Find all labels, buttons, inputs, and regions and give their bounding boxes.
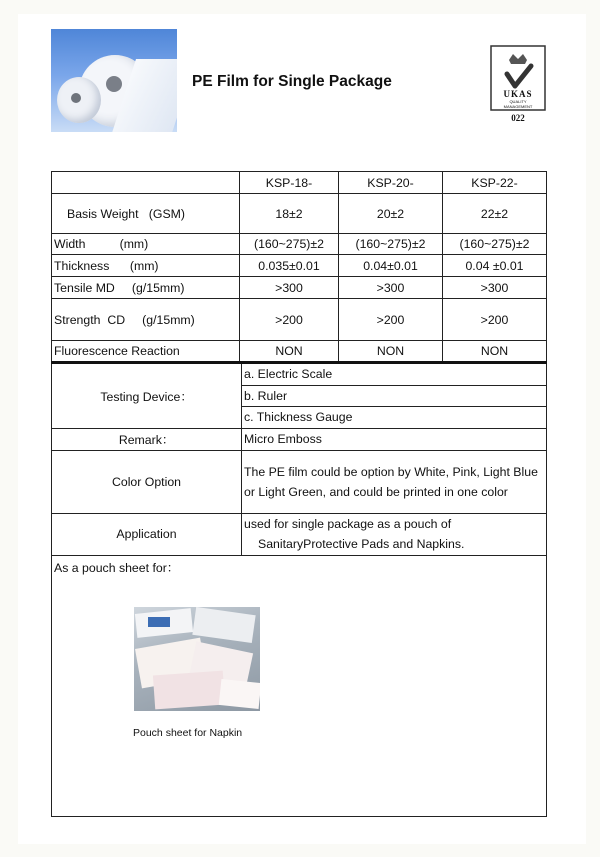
color-option-label: Color Option (52, 450, 242, 513)
application-line-2: SanitaryProtective Pads and Napkins. (258, 537, 465, 551)
spec-header-ksp-20: KSP-20- (339, 172, 443, 194)
testing-item: b. Ruler (242, 385, 547, 406)
spec-value: 0.04 ±0.01 (443, 255, 547, 277)
spec-row-fluorescence (52, 341, 547, 362)
spec-value: >200 (240, 299, 339, 341)
ukas-subtitle-2: MANAGEMENT (503, 104, 533, 109)
testing-row-1 (52, 363, 547, 385)
remark-label: Remark： (52, 428, 242, 450)
testing-item: c. Thickness Gauge (242, 406, 547, 428)
photo-caption: Pouch sheet for Napkin (133, 727, 243, 739)
spec-value: 0.035±0.01 (240, 255, 339, 277)
spec-row-basis-weight (52, 194, 547, 234)
ukas-number: 022 (511, 113, 525, 123)
color-option-row (52, 450, 547, 513)
spec-header-ksp-18: KSP-18- (240, 172, 339, 194)
pouch-cell (52, 555, 547, 816)
spec-value: 18±2 (240, 194, 339, 234)
spec-label: Basis Weight (GSM) (52, 194, 240, 234)
spec-value: >300 (240, 277, 339, 299)
spec-header-ksp-22: KSP-22- (443, 172, 547, 194)
application-line-1: used for single package as a pouch of (244, 517, 452, 531)
spec-value: >300 (443, 277, 547, 299)
spec-row-thickness (52, 255, 547, 277)
spec-value: NON (443, 341, 547, 362)
pouch-row (52, 555, 547, 816)
spec-value: (160~275)±2 (240, 234, 339, 255)
spec-value: 0.04±0.01 (339, 255, 443, 277)
spec-row-width (52, 234, 547, 255)
spec-value: >300 (339, 277, 443, 299)
testing-item: a. Electric Scale (242, 363, 547, 385)
ukas-subtitle-1: QUALITY (509, 99, 527, 104)
product-photo-film-rolls (51, 29, 177, 132)
spec-value: NON (339, 341, 443, 362)
spec-label: Tensile MD (g/15mm) (52, 277, 240, 299)
spec-value: >200 (443, 299, 547, 341)
remark-row (52, 428, 547, 450)
pouch-label: As a pouch sheet for： (54, 560, 180, 575)
testing-device-label: Testing Device： (52, 363, 242, 428)
spec-value: 20±2 (339, 194, 443, 234)
spec-value: (160~275)±2 (443, 234, 547, 255)
ukas-text: UKAS (503, 89, 533, 99)
spec-value: (160~275)±2 (339, 234, 443, 255)
spec-label: Fluorescence Reaction (52, 341, 240, 362)
application-value (242, 513, 547, 555)
info-table (51, 362, 547, 817)
spec-row-strength-cd (52, 299, 547, 341)
napkin-pouch-photo (134, 607, 260, 711)
spec-label: Thickness (mm) (52, 255, 240, 277)
application-label: Application (52, 513, 242, 555)
spec-label: Strength CD (g/15mm) (52, 299, 240, 341)
color-option-value: The PE film could be option by White, Pink, Light Blue or Light Green, and could be printed in one color (242, 450, 547, 513)
spec-header-row (52, 172, 547, 194)
spec-value: 22±2 (443, 194, 547, 234)
application-row (52, 513, 547, 555)
spec-row-tensile-md (52, 277, 547, 299)
spec-value: >200 (339, 299, 443, 341)
spec-table (51, 171, 547, 363)
spec-label: Width (mm) (52, 234, 240, 255)
remark-value: Micro Emboss (242, 428, 547, 450)
spec-value: NON (240, 341, 339, 362)
ukas-certification-mark (489, 44, 547, 126)
spec-header-empty (52, 172, 240, 194)
page-title: PE Film for Single Package (192, 73, 392, 90)
